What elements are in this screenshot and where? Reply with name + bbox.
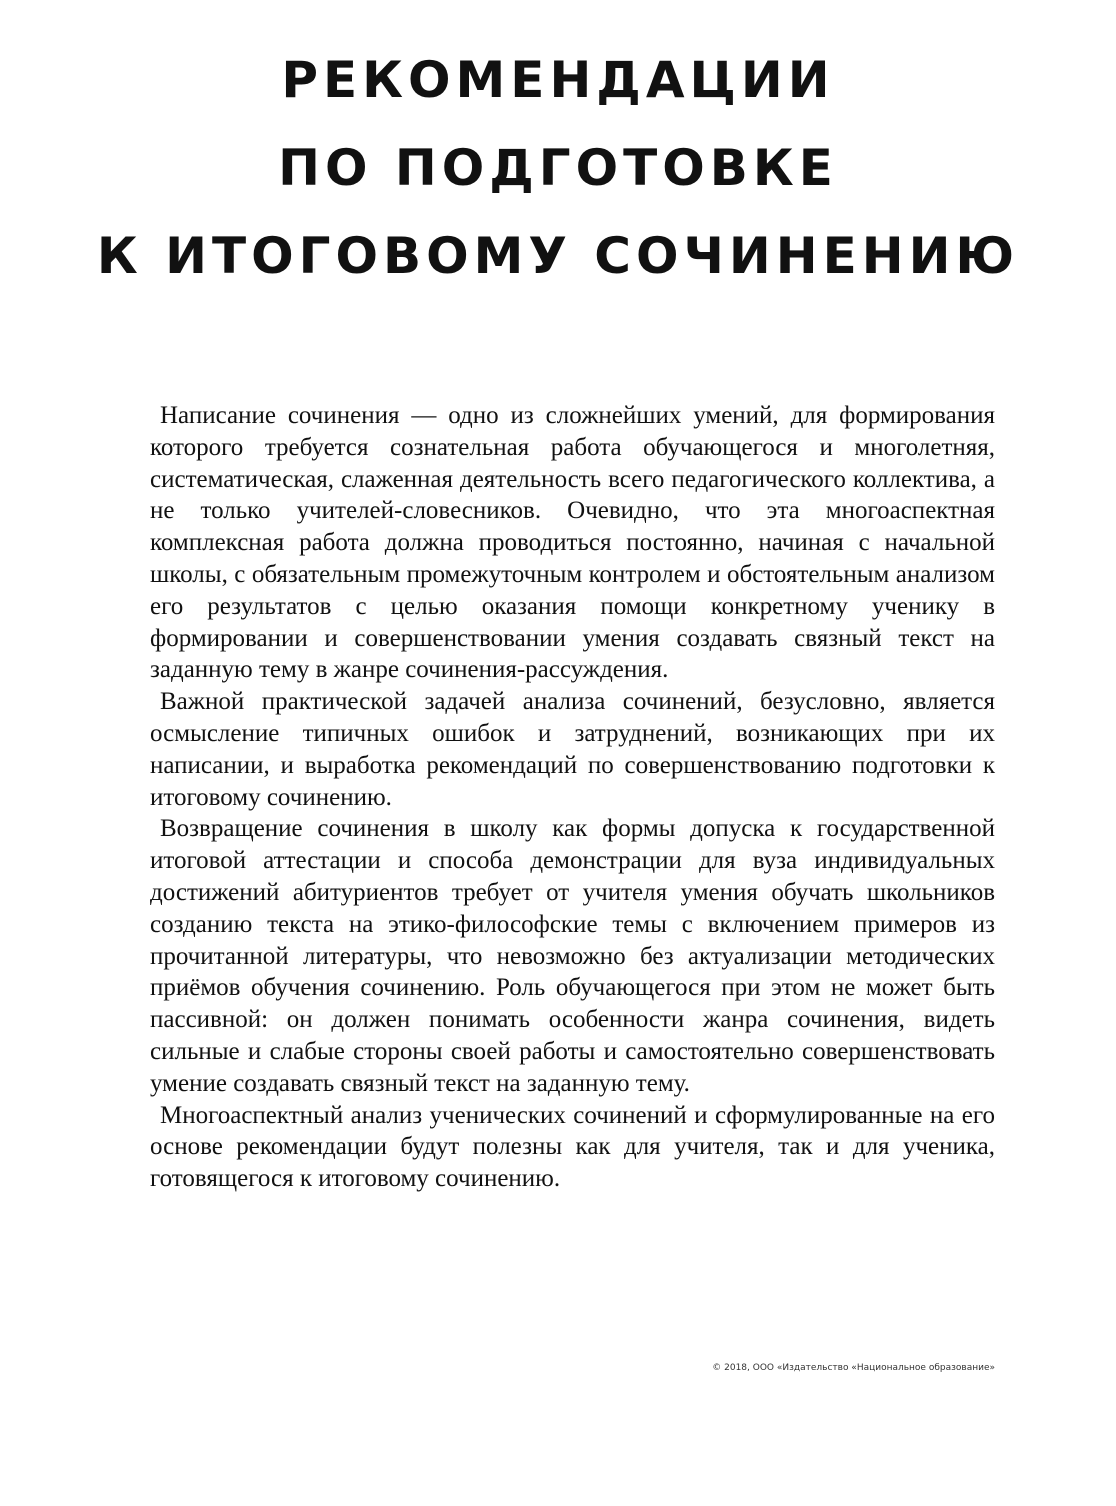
title-line-1: РЕКОМЕНДАЦИИ	[281, 51, 835, 109]
paragraph-3: Возвращение сочинения в школу как формы допуска к государственной итоговой аттестации и способа демонстрации для вуза индивидуальных достижений абитуриентов требует от учителя умения обучать школьников созданию текста на этико-философские темы с включением примеров из прочитанной литературы, что невозможно без актуализации методических приёмов обучения сочинению. Роль обучающегося при этом не может быть пассивной: он должен понимать особенности жанра сочинения, видеть сильные и слабые стороны своей работы и самостоятельно совершенствовать умение создавать связный текст на заданную тему.	[150, 815, 995, 1097]
paragraph-1: Написание сочинения — одно из сложнейших умений, для формирования которого требуется сознательная работа обучающегося и многолетняя, систематическая, слаженная деятельность всего педагогического коллектива, а не только учителей-словесников. Очевидно, что эта многоаспектная комплексная работа должна проводиться постоянно, начиная с начальной школы, с обязательным промежуточным контролем и обстоятельным анализом его результатов с целью оказания помощи конкретному ученику в формировании и совершенствовании умения создавать связный текст на заданную тему в жанре сочинения-рассуждения.	[150, 402, 995, 684]
page-title	[0, 36, 1116, 300]
title-line-3: К ИТОГОВОМУ СОЧИНЕНИЮ	[96, 227, 1020, 285]
copyright-footer: © 2018, ООО «Издательство «Национальное образование»	[712, 1363, 995, 1373]
title-line-2: ПО ПОДГОТОВКЕ	[278, 139, 838, 197]
body-text	[150, 400, 995, 1195]
paragraph-4: Многоаспектный анализ ученических сочинений и сформулированные на его основе рекомендации будут полезны как для учителя, так и для ученика, готовящегося к итоговому сочинению.	[150, 1101, 995, 1193]
paragraph-2: Важной практической задачей анализа сочинений, безусловно, является осмысление типичных ошибок и затруднений, возникающих при их написании, и выработка рекомендаций по совершенствованию подготовки к итоговому сочинению.	[150, 688, 995, 811]
